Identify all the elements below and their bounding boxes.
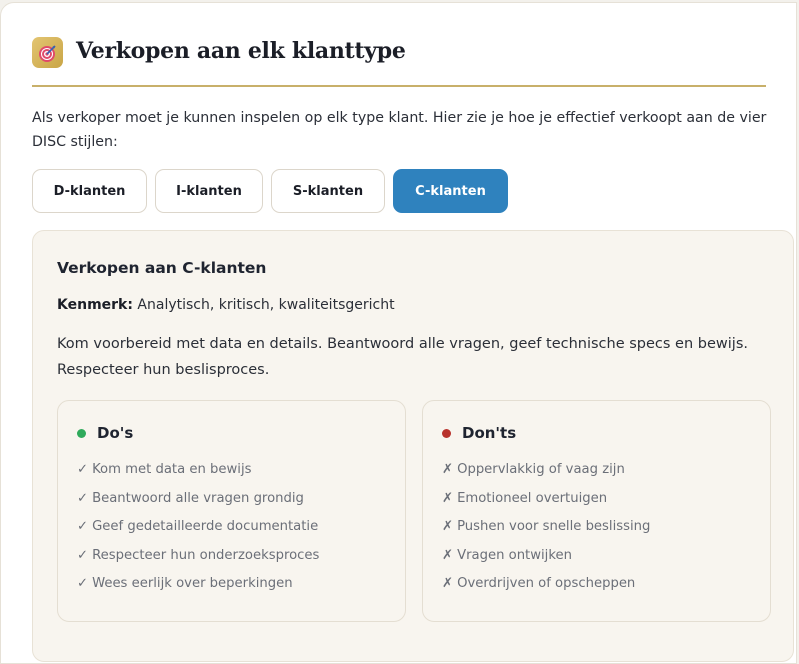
check-icon: ✓ [77,519,89,534]
donts-list [442,461,650,604]
list-item: ✓ Wees eerlijk over beperkingen [77,576,293,591]
dos-title: Do's [97,424,134,442]
cross-icon: ✗ [442,462,454,477]
list-item: ✗ Pushen voor snelle beslissing [442,519,651,534]
cross-icon: ✗ [442,519,454,534]
list-item: ✗ Oppervlakkig of vaag zijn [442,462,625,477]
kenmerk-value: Analytisch, kritisch, kwaliteitsgericht [137,297,395,313]
panel-description: Kom voorbereid met data en details. Beantwoord alle vragen, geef technische specs en bewijs. Respecteer hun beslisproces. [57,336,748,378]
kenmerk-line [57,297,395,313]
cross-icon: ✗ [442,576,454,591]
tab-s-klanten[interactable]: S-klanten [271,169,385,213]
page-title: Verkopen aan elk klanttype [76,38,406,64]
tab-i-klanten[interactable]: I-klanten [155,169,263,213]
list-item: ✓ Respecteer hun onderzoeksproces [77,547,320,563]
tab-panel-c-klanten [32,230,794,662]
list-item: ✓ Geef gedetailleerde documentatie [77,519,319,534]
check-icon: ✓ [77,462,89,477]
green-dot-icon [77,429,86,438]
dos-list [77,461,319,604]
list-item: ✗ Overdrijven of opscheppen [442,576,636,591]
red-dot-icon [442,429,451,438]
dos-header [77,424,133,442]
tab-c-klanten[interactable]: C-klanten [393,169,508,213]
intro-text: Als verkoper moet je kunnen inspelen op elk type klant. Hier zie je hoe je effectief verkoopt aan de vier DISC stijlen: [32,110,767,150]
target-icon [32,37,63,68]
check-icon: ✓ [77,490,89,506]
kenmerk-label: Kenmerk: [57,297,133,313]
donts-header [442,424,516,442]
list-item: ✓ Beantwoord alle vragen grondig [77,490,304,506]
section-header [32,37,766,87]
donts-title: Don'ts [462,424,517,442]
check-icon: ✓ [77,547,89,563]
dos-box [57,400,406,622]
list-item: ✗ Emotioneel overtuigen [442,490,608,506]
cross-icon: ✗ [442,490,454,506]
check-icon: ✓ [77,576,89,591]
content-card [0,2,797,664]
list-item: ✗ Vragen ontwijken [442,547,572,563]
donts-box [422,400,771,622]
panel-title: Verkopen aan C-klanten [57,259,267,277]
tab-d-klanten[interactable]: D-klanten [32,169,147,213]
list-item: ✓ Kom met data en bewijs [77,462,252,477]
cross-icon: ✗ [442,547,454,563]
